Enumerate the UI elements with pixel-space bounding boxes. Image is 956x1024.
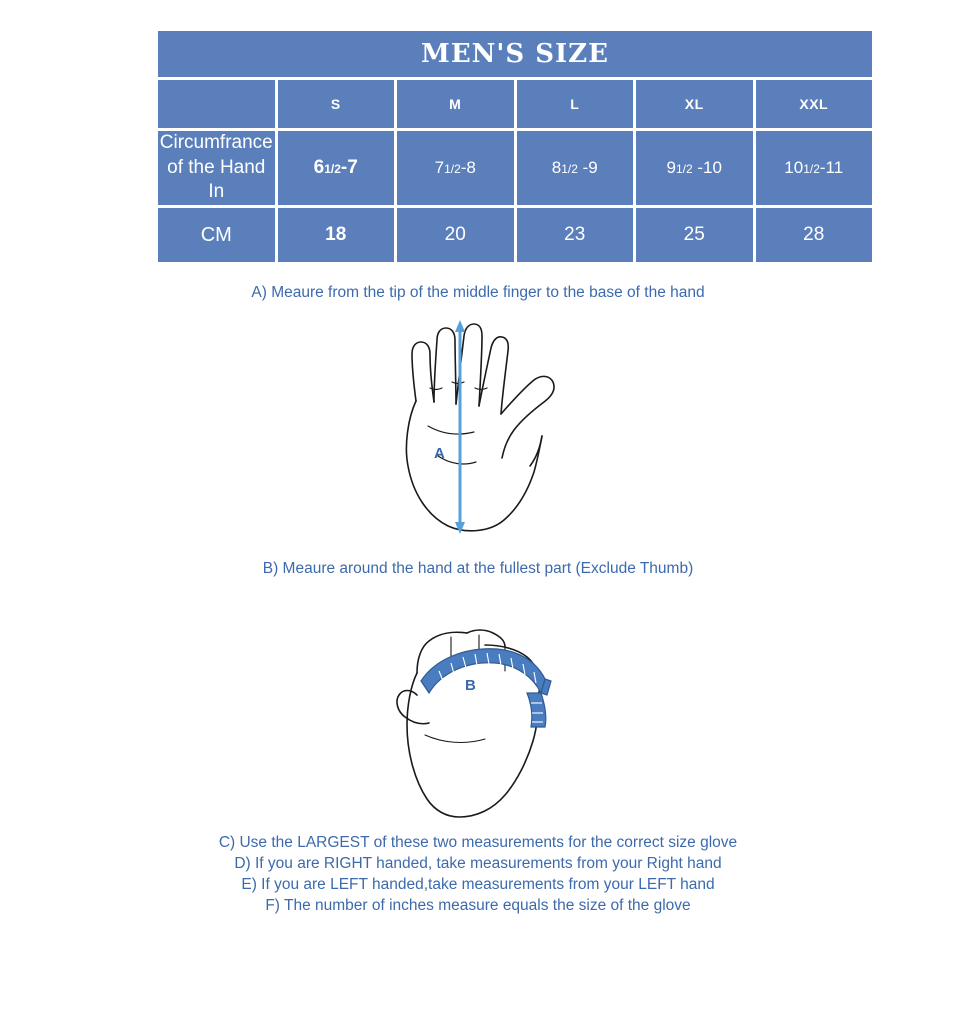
table-title-row <box>158 31 872 77</box>
value-fraction: 1/2 <box>561 162 578 177</box>
value-whole: 8 <box>551 158 562 178</box>
figure-hand-length <box>338 306 618 556</box>
value-tail: -11 <box>819 158 844 178</box>
cell-cm-xl: 25 <box>636 208 753 262</box>
hand-circumference-illustration <box>355 585 605 825</box>
value-fraction: 1/2 <box>675 162 693 177</box>
size-table-container <box>155 28 875 265</box>
page-title: MEN'S SIZE <box>158 31 872 77</box>
header-size-s: S <box>278 80 395 128</box>
measure-arrow-a <box>455 320 465 534</box>
value-tail: -8 <box>460 158 476 178</box>
cell-circumference-s <box>278 131 395 205</box>
header-size-xl: XL <box>636 80 753 128</box>
cell-cm-m: 20 <box>397 208 514 262</box>
size-table <box>155 28 875 265</box>
table-row <box>158 131 872 205</box>
caption-measurement-a: A) Meaure from the tip of the middle finger to the base of the hand <box>251 284 705 301</box>
value-fraction: 1/2 <box>803 162 820 177</box>
value-fraction: 1/2 <box>444 162 461 177</box>
cell-cm-l: 23 <box>517 208 634 262</box>
value-fraction: 1/2 <box>324 162 341 177</box>
cell-cm-s: 18 <box>278 208 395 262</box>
header-size-m: M <box>397 80 514 128</box>
value-whole: 6 <box>313 157 325 179</box>
row-label-cm: CM <box>158 208 275 262</box>
value-tail: -9 <box>577 158 598 178</box>
header-size-l: L <box>517 80 634 128</box>
table-header-row <box>158 80 872 128</box>
footer-notes <box>0 832 956 916</box>
row-label-circumference: Circumfrance of the Hand In <box>158 131 275 205</box>
figure-label-b: B <box>465 677 476 694</box>
note-d: D) If you are RIGHT handed, take measurements from your Right hand <box>234 855 722 872</box>
cell-circumference-m <box>397 131 514 205</box>
value-tail: -10 <box>692 158 722 178</box>
header-size-xxl: XXL <box>756 80 873 128</box>
value-whole: 10 <box>784 158 804 178</box>
cell-circumference-xxl <box>756 131 873 205</box>
cell-circumference-xl <box>636 131 753 205</box>
cell-cm-xxl: 28 <box>756 208 873 262</box>
header-blank-cell <box>158 80 275 128</box>
figure-label-a: A <box>434 445 445 462</box>
value-whole: 9 <box>666 158 676 178</box>
table-row <box>158 208 872 262</box>
value-whole: 7 <box>434 158 445 178</box>
note-f: F) The number of inches measure equals the size of the glove <box>265 897 691 914</box>
hand-length-illustration <box>338 306 618 551</box>
note-c: C) Use the LARGEST of these two measurements for the correct size glove <box>218 834 738 851</box>
note-e: E) If you are LEFT handed,take measurements from your LEFT hand <box>241 876 715 893</box>
value-tail: -7 <box>340 157 358 179</box>
cell-circumference-l <box>517 131 634 205</box>
caption-measurement-b: B) Meaure around the hand at the fullest part (Exclude Thumb) <box>262 560 694 577</box>
figure-hand-circumference <box>355 585 605 830</box>
